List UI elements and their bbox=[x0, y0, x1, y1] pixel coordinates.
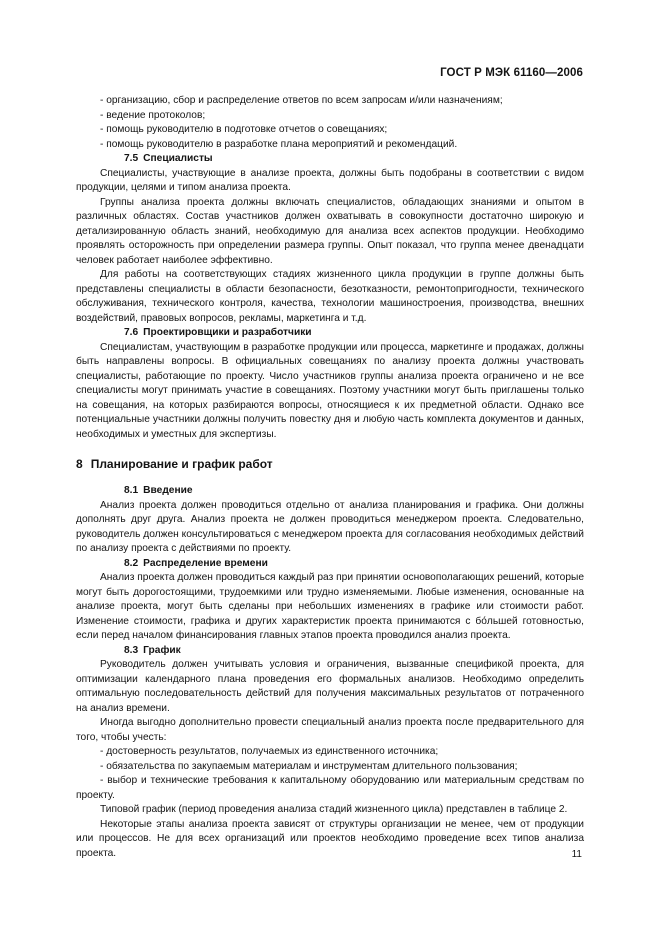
subsection-heading-7-6 bbox=[76, 326, 584, 341]
page-number: 11 bbox=[571, 849, 582, 860]
page-content bbox=[76, 94, 584, 861]
paragraph: Анализ проекта должен проводиться отдельно от анализа планирования и графика. Они должны дополнять друг друга. Анализ проекта не должен проводиться менеджером проекта. Следовательно, руководитель должен консультироваться с менеджером проекта для согласования необходимых действий по анализу проекта с действиями по проекту. bbox=[76, 499, 584, 554]
list-item: - организацию, сбор и распределение ответов по всем запросам и/или назначениям; bbox=[100, 95, 503, 106]
paragraph: Анализ проекта должен проводиться каждый раз при принятии основополагающих решений, которые могут быть дорогостоящими, трудоемкими или трудно изменяемыми. Любые изменения, основанные на анализе проекта, могут быть сделаны при небольших изменениях в графике или стоимости работ. Изменение стоимости, графика и других характеристик проекта принимаются с бо́льшей готовностью, если перед началом финансирования главных этапов проекта проводился анализ проекта. bbox=[76, 572, 584, 641]
section-title: Планирование и график работ bbox=[90, 457, 273, 471]
section-number: 8 bbox=[76, 457, 83, 471]
subsection-heading-7-5 bbox=[76, 152, 584, 167]
list-item: - ведение протоколов; bbox=[100, 109, 206, 121]
paragraph: Специалисты, участвующие в анализе проекта, должны быть подобраны в соответствии с видом продукции, целями и типом анализа проекта. bbox=[76, 167, 584, 193]
paragraph: Группы анализа проекта должны включать специалистов, обладающих знаниями и опытом в различных областях. Состав участников должен охватывать в совокупности достаточно широкую и детализированную область знаний, необходимую для анализа всех аспектов продукции. Необходимо проявлять осторожность при определении размера группы. Опыт показал, что группа менее двенадцати человек работает наиболее эффективно. bbox=[76, 196, 584, 266]
subsection-heading-8-2 bbox=[76, 557, 584, 572]
subsection-title: Специалисты bbox=[143, 153, 213, 164]
subsection-title: Распределение времени bbox=[143, 557, 268, 569]
subsection-heading-8-3 bbox=[76, 644, 584, 659]
subsection-title: Введение bbox=[143, 485, 193, 496]
subsection-title: Проектировщики и разработчики bbox=[143, 327, 312, 338]
subsection-title: График bbox=[143, 644, 181, 656]
paragraph: Специалистам, участвующим в разработке продукции или процесса, маркетинге и продажах, должны быть направлены вопросы. В официальных совещаниях по анализу проекта должны участвовать специалисты, работающие по проекту. Число участников группы анализа проекта ограничено и не все специалисты могут принимать участие в совещаниях. Поэтому участники могут быть приглашены только на совещания, на которых разбираются вопросы, относящиеся к их предметной области. Однако все потенциальные участники должны получить повестку дня и любую часть комплекта документов и данных, необходимых и уместных для экспертизы. bbox=[76, 341, 584, 440]
subsection-heading-8-1 bbox=[76, 484, 584, 499]
list-item: - обязательства по закупаемым материалам и инструментам длительного пользования; bbox=[100, 760, 518, 772]
list-item: - достоверность результатов, получаемых из единственного источника; bbox=[100, 746, 439, 757]
paragraph: Руководитель должен учитывать условия и ограничения, вызванные спецификой проекта, для оптимизации календарного плана проведения его формальных анализов. Необходимо определить оптимальную последовательность действий для получения максимальных результатов от потраченного на анализ времени. bbox=[76, 659, 584, 714]
paragraph: Типовой график (период проведения анализа стадий жизненного цикла) представлен в таблице 2. bbox=[100, 804, 568, 815]
paragraph: Для работы на соответствующих стадиях жизненного цикла продукции в группе должны быть представлены специалисты в области безопасности, безотказности, ремонтопригодности, технического обслуживания, технического контроля, качества, технологии машиностроения, производства, внешних воздействий, правовых вопросов, рекламы, маркетинга и т.д. bbox=[76, 269, 584, 324]
list-item: - помощь руководителю в подготовке отчетов о совещаниях; bbox=[100, 124, 388, 135]
paragraph: Некоторые этапы анализа проекта зависят от структуры организации не менее, чем от продукции или процессов. Не для всех организаций или проектов необходимо проведение всех типов анализа проекта. bbox=[76, 818, 584, 859]
subsection-number: 8.3 bbox=[124, 644, 139, 656]
subsection-number: 8.1 bbox=[124, 485, 139, 496]
subsection-number: 8.2 bbox=[124, 557, 139, 569]
subsection-number: 7.5 bbox=[124, 153, 139, 164]
list-item: - выбор и технические требования к капитальному оборудованию или материальным средствам по проекту. bbox=[76, 775, 584, 801]
standard-header: ГОСТ Р МЭК 61160—2006 bbox=[440, 67, 583, 79]
list-item: - помощь руководителю в разработке плана мероприятий и рекомендаций. bbox=[100, 138, 458, 150]
section-heading-8 bbox=[76, 456, 584, 472]
paragraph: Иногда выгодно дополнительно провести специальный анализ проекта после предварительного для того, чтобы учесть: bbox=[76, 717, 584, 743]
subsection-number: 7.6 bbox=[124, 327, 139, 338]
